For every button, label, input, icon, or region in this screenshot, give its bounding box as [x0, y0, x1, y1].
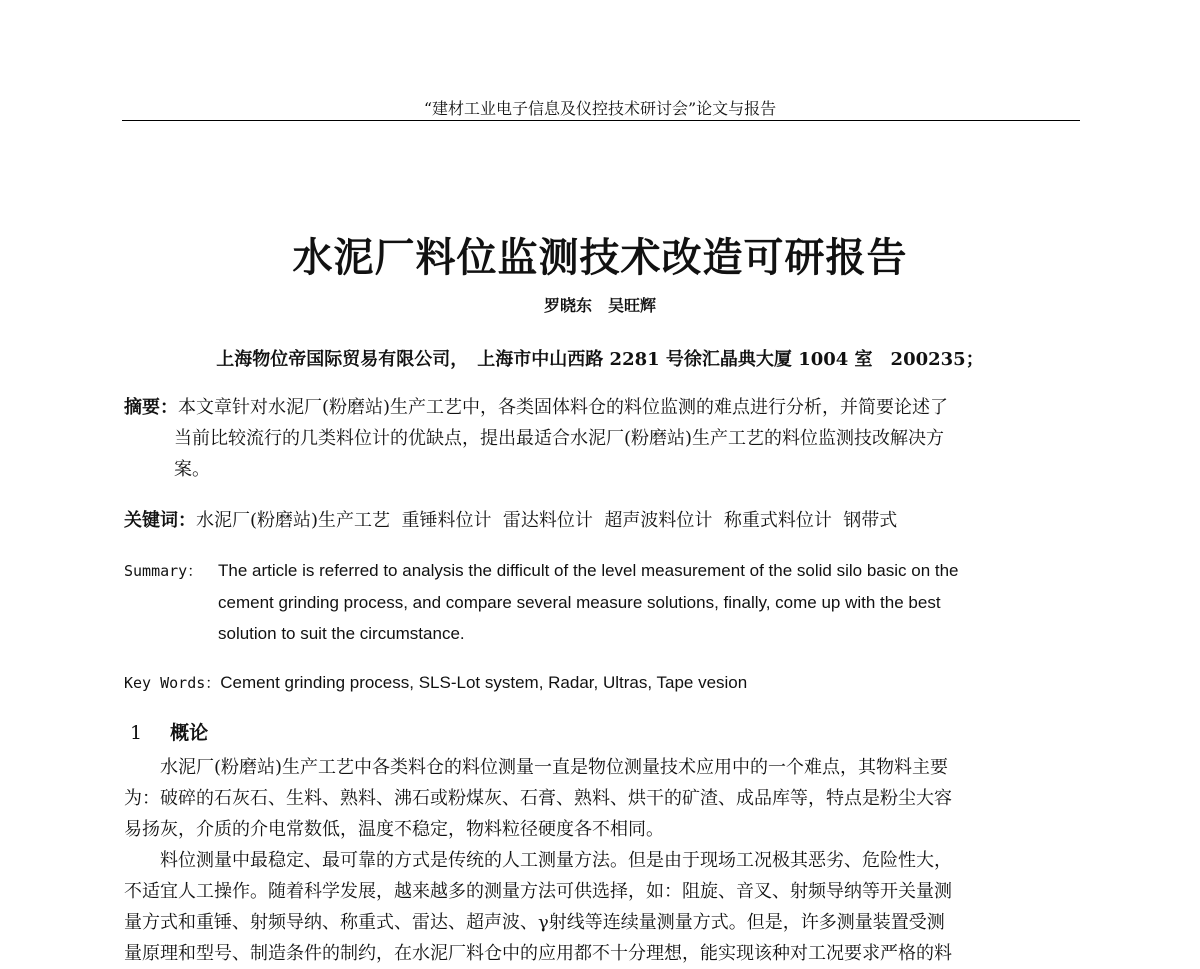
body-line: 为：破碎的石灰石、生料、熟料、沸石或粉煤灰、石膏、熟料、烘干的矿渣、成品库等，特点是粉尘大容 [124, 788, 952, 809]
section-number: 1 [130, 722, 143, 744]
abstract-line: 当前比较流行的几类料位计的优缺点，提出最适合水泥厂(粉磨站)生产工艺的料位监测技改解决方 [174, 428, 945, 449]
header-rule [122, 120, 1080, 121]
body-line: 不适宜人工操作。随着科学发展，越来越多的测量方法可供选择，如：阻旋、音叉、射频导纳等开关量测 [124, 881, 952, 902]
summary-line: The article is referred to analysis the difficult of the level measurement of the solid silo basic on the [218, 561, 959, 580]
body-line: 易扬灰，介质的介电常数低，温度不稳定，物料粒径硬度各不相同。 [124, 819, 664, 840]
body-line: 料位测量中最稳定、最可靠的方式是传统的人工测量方法。但是由于现场工况极其恶劣、危险性大， [124, 850, 952, 871]
abstract-line: 案。 [174, 459, 210, 480]
keywords [124, 505, 897, 536]
body-line: 量方式和重锤、射频导纳、称重式、雷达、超声波、γ射线等连续量测量方式。但是，许多测量装置受测 [124, 912, 945, 933]
summary [124, 555, 959, 649]
affiliation: 上海物位帝国际贸易有限公司， 上海市中山西路 2281 号徐汇晶典大厦 1004 室 200235； [216, 349, 984, 370]
abstract-line: 本文章针对水泥厂(粉磨站)生产工艺中，各类固体料仓的料位监测的难点进行分析，并简要论述了 [178, 397, 949, 418]
section-heading [130, 718, 208, 745]
paper-title: 水泥厂料位监测技术改造可研报告 [292, 235, 908, 281]
summary-line: solution to suit the circumstance. [218, 624, 465, 643]
key-words-label: Key Words： [124, 674, 221, 692]
authors: 罗晓东 吴旺辉 [543, 296, 656, 315]
key-words-text: Cement grinding process, SLS-Lot system, Radar, Ultras, Tape vesion [220, 673, 748, 692]
abstract [124, 392, 948, 485]
body-line: 量原理和型号、制造条件的制约，在水泥厂料仓中的应用都不十分理想，能实现该种对工况要求严格的料 [124, 943, 952, 964]
running-header: “建材工业电子信息及仪控技术研讨会”论文与报告 [423, 99, 777, 118]
key-words-en [124, 667, 747, 699]
summary-label: Summary： [124, 562, 203, 580]
abstract-label: 摘要： [124, 397, 178, 418]
keywords-text: 水泥厂(粉磨站)生产工艺 重锤料位计 雷达料位计 超声波料位计 称重式料位计 钢带式 [196, 510, 898, 531]
summary-line: cement grinding process, and compare several measure solutions, finally, come up with the best [218, 593, 941, 612]
body-line: 水泥厂(粉磨站)生产工艺中各类料仓的料位测量一直是物位测量技术应用中的一个难点，其物料主要 [124, 757, 949, 778]
keywords-label: 关键词： [124, 510, 196, 531]
body-text [124, 752, 952, 969]
section-title: 概论 [170, 722, 209, 744]
